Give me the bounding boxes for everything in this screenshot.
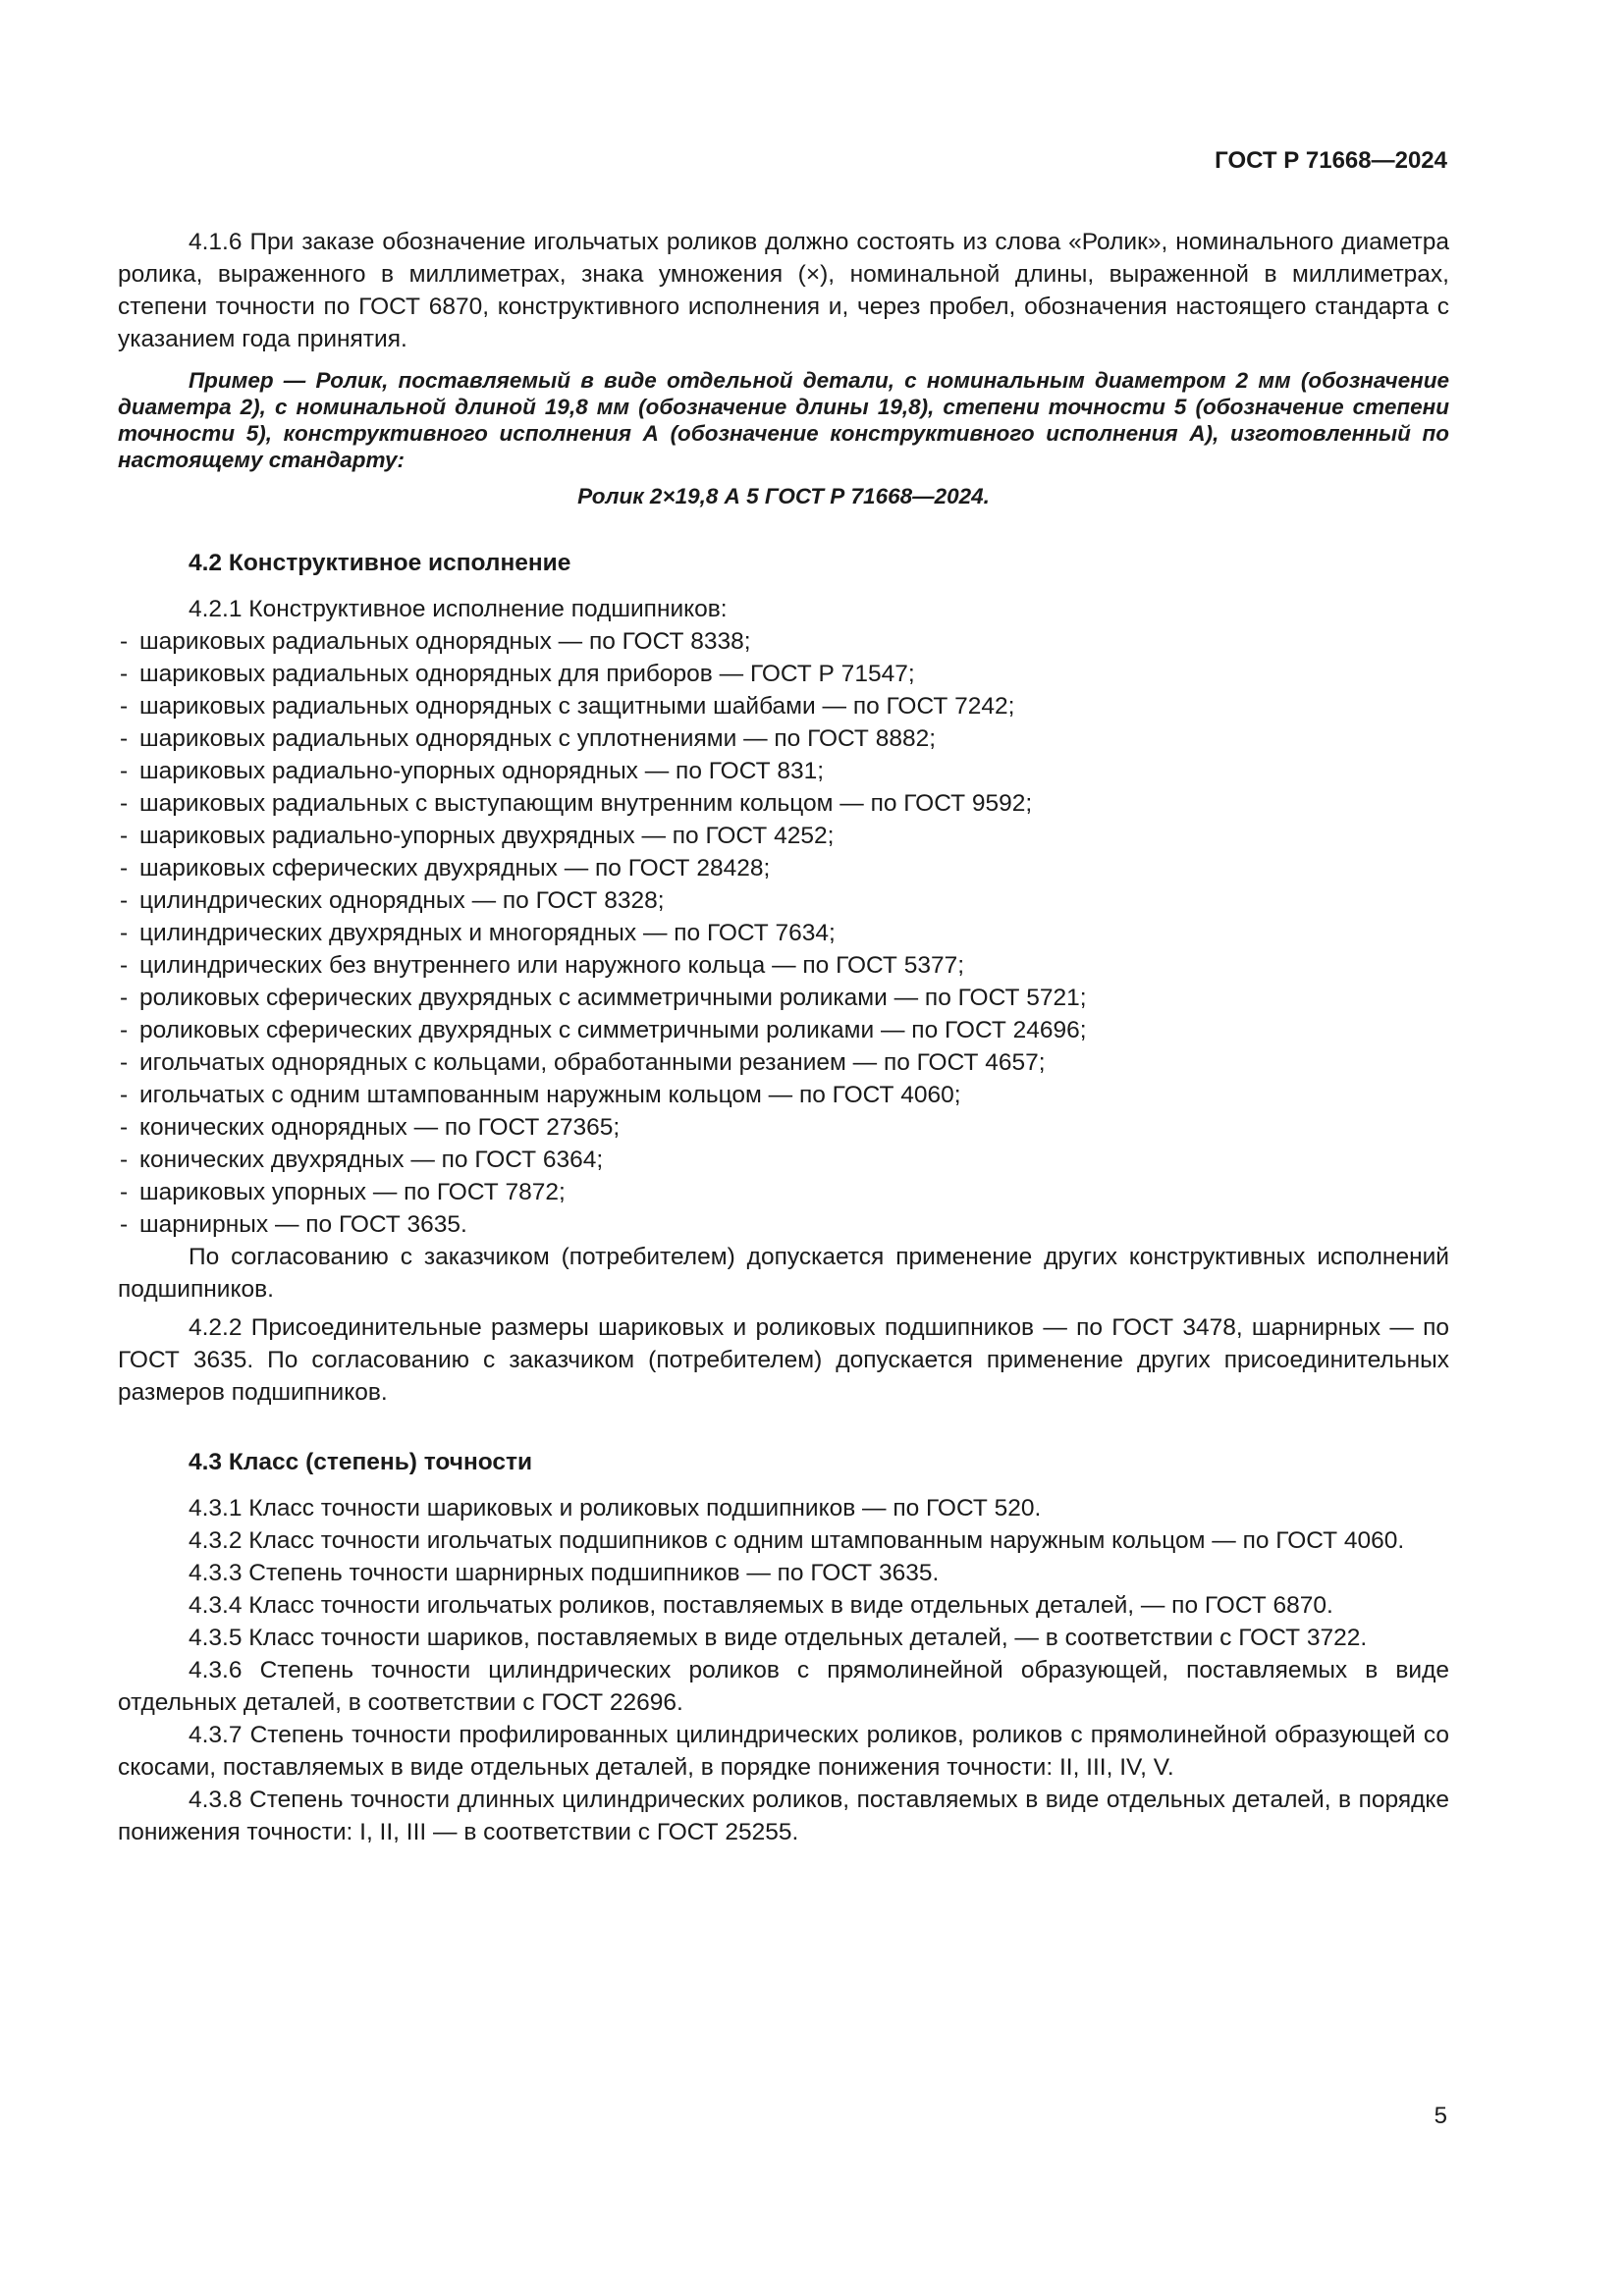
list-item: - шариковых упорных — по ГОСТ 7872; bbox=[118, 1176, 1449, 1208]
list-item: - цилиндрических без внутреннего или наружного кольца — по ГОСТ 5377; bbox=[118, 949, 1449, 982]
list-item: - шариковых радиальных однорядных с уплотнениями — по ГОСТ 8882; bbox=[118, 722, 1449, 755]
list-item: - игольчатых однорядных с кольцами, обработанными резанием — по ГОСТ 4657; bbox=[118, 1046, 1449, 1079]
paragraph-4-3-7: 4.3.7 Степень точности профилированных цилиндрических роликов, роликов с прямолинейной образующей со скосами, поставляемых в виде отдельных деталей, в порядке понижения точности: II, III, IV, V. bbox=[118, 1722, 1449, 1781]
section-4-3-title: 4.3 Класс (степень) точности bbox=[189, 1449, 533, 1475]
list-item: - шариковых радиальных однорядных с защитными шайбами — по ГОСТ 7242; bbox=[118, 690, 1449, 722]
paragraph-4-3-2: 4.3.2 Класс точности игольчатых подшипников с одним штампованным наружным кольцом — по ГОСТ 4060. bbox=[189, 1527, 1405, 1554]
page-content bbox=[118, 226, 1449, 1848]
paragraph-4-3-8: 4.3.8 Степень точности длинных цилиндрических роликов, поставляемых в виде отдельных деталей, в порядке понижения точности: I, II, III — в соответствии с ГОСТ 25255. bbox=[118, 1787, 1449, 1845]
list-item: - конических однорядных — по ГОСТ 27365; bbox=[118, 1111, 1449, 1144]
list-item: - роликовых сферических двухрядных с симметричными роликами — по ГОСТ 24696; bbox=[118, 1014, 1449, 1046]
list-item: - игольчатых с одним штампованным наружным кольцом — по ГОСТ 4060; bbox=[118, 1079, 1449, 1111]
document-header-id: ГОСТ Р 71668—2024 bbox=[1215, 147, 1447, 174]
paragraph-4-3-4: 4.3.4 Класс точности игольчатых роликов, поставляемых в виде отдельных деталей, — по ГОСТ 6870. bbox=[189, 1592, 1333, 1619]
list-item: - конических двухрядных — по ГОСТ 6364; bbox=[118, 1144, 1449, 1176]
paragraph-4-3-1: 4.3.1 Класс точности шариковых и роликовых подшипников — по ГОСТ 520. bbox=[189, 1495, 1042, 1522]
page-number: 5 bbox=[1434, 2103, 1447, 2129]
paragraph-4-1-6: 4.1.6 При заказе обозначение игольчатых роликов должно состоять из слова «Ролик», номинального диаметра ролика, выраженного в миллиметрах, знака умножения (×), номинальной длины, выраженной в миллиметрах, степени точности по ГОСТ 6870, конструктивного исполнения и, через пробел, обозначения настоящего стандарта с указанием года принятия. bbox=[118, 229, 1449, 352]
list-item: - шариковых радиальных однорядных — по ГОСТ 8338; bbox=[118, 625, 1449, 658]
list-item: - цилиндрических однорядных — по ГОСТ 8328; bbox=[118, 884, 1449, 917]
list-item: - шариковых радиальных с выступающим внутренним кольцом — по ГОСТ 9592; bbox=[118, 787, 1449, 820]
paragraph-4-3-6: 4.3.6 Степень точности цилиндрических роликов с прямолинейной образующей, поставляемых в виде отдельных деталей, в соответствии с ГОСТ 22696. bbox=[118, 1657, 1449, 1716]
list-item: - шарнирных — по ГОСТ 3635. bbox=[118, 1208, 1449, 1241]
list-item: - шариковых радиально-упорных двухрядных — по ГОСТ 4252; bbox=[118, 820, 1449, 852]
paragraph-4-2-2: 4.2.2 Присоединительные размеры шариковых и роликовых подшипников — по ГОСТ 3478, шарнирных — по ГОСТ 3635. По согласованию с заказчиком (потребителем) допускается применение других присоединительных размеров подшипников. bbox=[118, 1314, 1449, 1406]
paragraph-4-3-3: 4.3.3 Степень точности шарнирных подшипников — по ГОСТ 3635. bbox=[189, 1560, 940, 1586]
example-designation: Ролик 2×19,8 А 5 ГОСТ Р 71668—2024. bbox=[577, 484, 990, 508]
section-4-2-title: 4.2 Конструктивное исполнение bbox=[189, 550, 571, 576]
list-item: - цилиндрических двухрядных и многорядных — по ГОСТ 7634; bbox=[118, 917, 1449, 949]
list-item: - шариковых радиально-упорных однорядных — по ГОСТ 831; bbox=[118, 755, 1449, 787]
paragraph-4-2-1: 4.2.1 Конструктивное исполнение подшипников: bbox=[189, 596, 728, 622]
paragraph-4-3-5: 4.3.5 Класс точности шариков, поставляемых в виде отдельных деталей, — в соответствии с ГОСТ 3722. bbox=[189, 1625, 1368, 1651]
list-item: - шариковых сферических двухрядных — по ГОСТ 28428; bbox=[118, 852, 1449, 884]
bearing-design-list bbox=[118, 625, 1449, 1241]
list-item: - роликовых сферических двухрядных с асимметричными роликами — по ГОСТ 5721; bbox=[118, 982, 1449, 1014]
agreement-paragraph: По согласованию с заказчиком (потребителем) допускается применение других конструктивных исполнений подшипников. bbox=[118, 1244, 1449, 1303]
example-text: Пример — Ролик, поставляемый в виде отдельной детали, с номинальным диаметром 2 мм (обозначение диаметра 2), с номинальной длиной 19,8 мм (обозначение длины 19,8), степени точности 5 (обозначение степени точности 5), конструктивного исполнения А (обозначение конструктивного исполнения А), изготовленный по настоящему стандарту: bbox=[118, 368, 1449, 472]
list-item: - шариковых радиальных однорядных для приборов — ГОСТ Р 71547; bbox=[118, 658, 1449, 690]
